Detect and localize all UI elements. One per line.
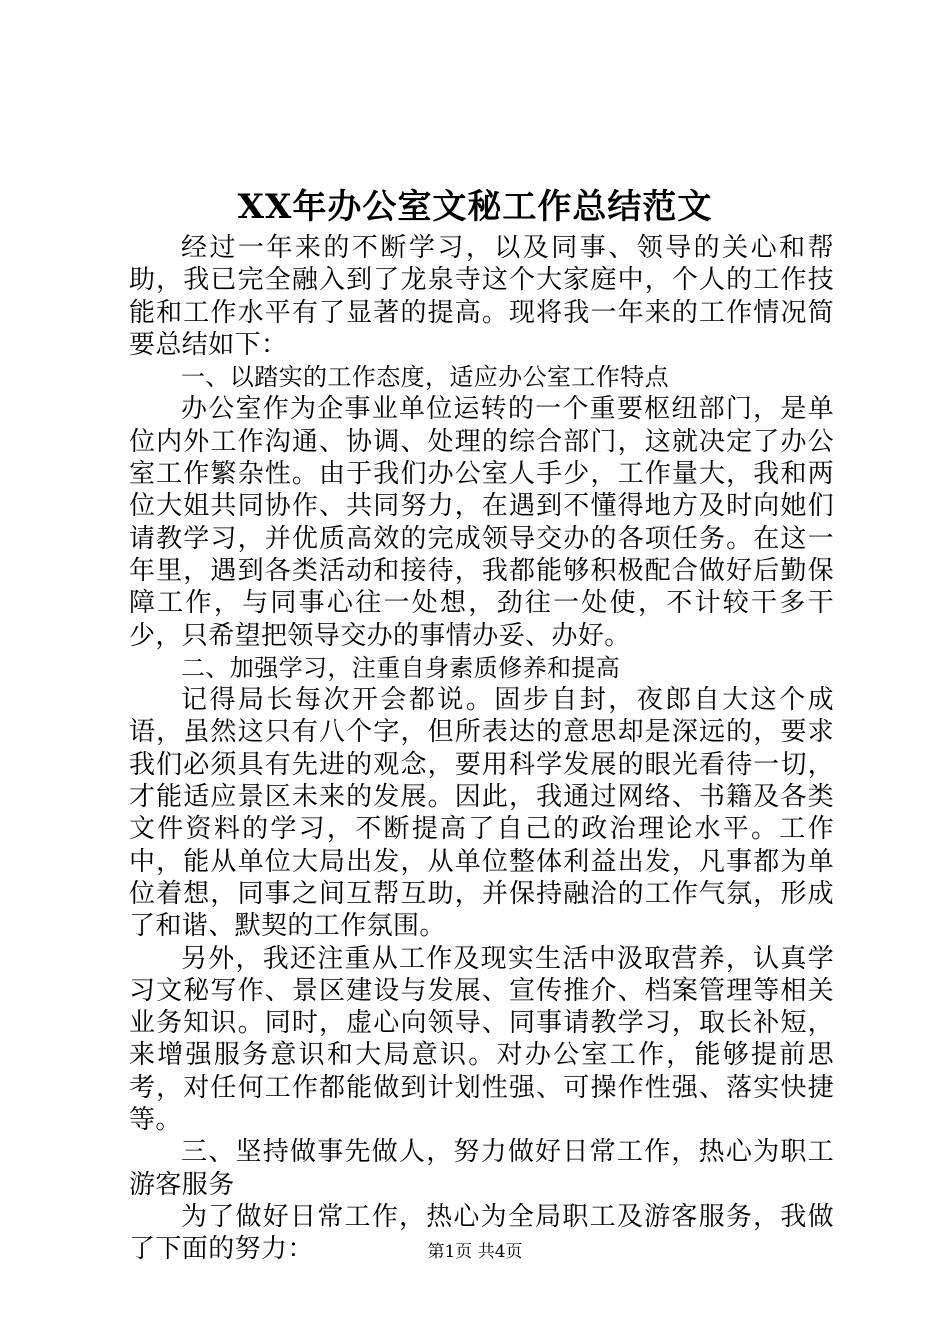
section-heading-2: 二、加强学习，注重自身素质修养和提高 <box>181 653 621 682</box>
section-heading-3: 三、坚持做事先做人，努力做好日常工作，热心为职工游客服务 <box>129 1137 834 1200</box>
paragraph-section-2a: 记得局长每次开会都说。固步自封，夜郎自大这个成语，虽然这只有八个字，但所表达的意思却是深远的，要求我们必须具有先进的观念，要用科学发展的眼光看待一切，才能适应景区未来的发展。因此，我通过网络、书籍及各类文件资料的学习，不断提高了自己的政治理论水平。工作中，能从单位大局出发，从单位整体利益出发，凡事都为单位着想，同事之间互帮互助，并保持融洽的工作气氛，形成了和谐、默契的工作氛围。 <box>129 685 834 942</box>
paragraph-section-3: 为了做好日常工作，热心为全局职工及游客服务，我做了下面的努力： <box>129 1201 834 1265</box>
paragraph-section-2b: 另外，我还注重从工作及现实生活中汲取营养，认真学习文秘写作、景区建设与发展、宣传推介、档案管理等相关业务知识。同时，虚心向领导、同事请教学习，取长补短，来增强服务意识和大局意识。对办公室工作，能够提前思考，对任何工作都能做到计划性强、可操作性强、落实快捷等。 <box>129 943 834 1136</box>
page-footer: 第1页 共4页 <box>427 1242 523 1262</box>
section-heading-1: 一、以踏实的工作态度，适应办公室工作特点 <box>181 363 669 392</box>
document-body <box>129 232 834 1266</box>
paragraph-intro: 经过一年来的不断学习，以及同事、领导的关心和帮助，我已完全融入到了龙泉寺这个大家庭中，个人的工作技能和工作水平有了显著的提高。现将我一年来的工作情况简要总结如下： <box>129 233 834 360</box>
document-title: XX年办公室文秘工作总结范文 <box>237 187 713 227</box>
paragraph-section-1: 办公室作为企事业单位运转的一个重要枢纽部门，是单位内外工作沟通、协调、处理的综合部门，这就决定了办公室工作繁杂性。由于我们办公室人手少，工作量大，我和两位大姐共同协作、共同努力，在遇到不懂得地方及时向她们请教学习，并优质高效的完成领导交办的各项任务。在这一年里，遇到各类活动和接待，我都能够积极配合做好后勤保障工作，与同事心往一处想，劲往一处使，不计较干多干少，只希望把领导交办的事情办妥、办好。 <box>129 394 834 651</box>
